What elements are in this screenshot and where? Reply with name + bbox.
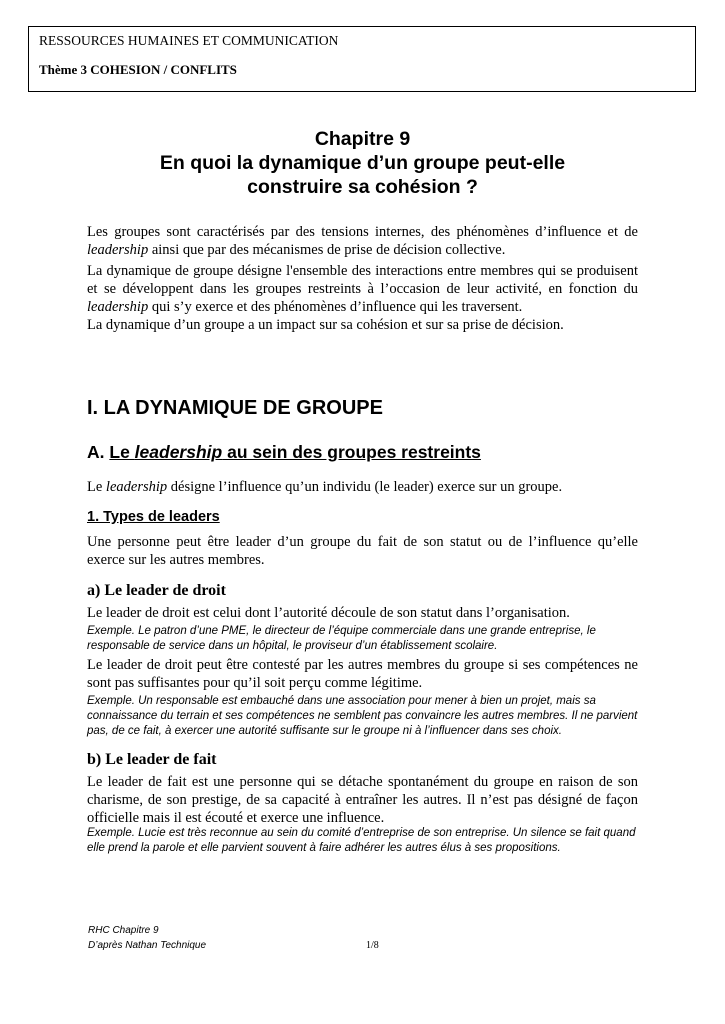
leader-de-droit-heading: a) Le leader de droit [87,582,226,599]
subsection-a-title-emphasis: leadership [134,442,223,462]
intro-p1-text-a: Les groupes sont caractérisés par des tensions internes, des phénomènes d’influence et de [87,224,638,240]
leader-de-fait-text: Le leader de fait est une personne qui se détache spontanément du groupe en raison de son charisme, de son prestige, de sa capacité à entraîner les autres. Il n’est pas désigné de façon officielle mais il est écouté et exerce une influence. [87,774,638,826]
types-of-leaders-heading: 1. Types de leaders [87,509,220,525]
intro-paragraph-3: La dynamique d’un groupe a un impact sur sa cohésion et sur sa prise de décision. [87,317,564,333]
leader-de-droit-text-2: Le leader de droit peut être contesté par les autres membres du groupe si ses compétences ne sont pas suffisantes pour qu’il soit perçu comme légitime. [87,657,638,691]
definition-text-b: désigne l’influence qu’un individu (le leader) exerce sur un groupe. [167,479,563,495]
header-subject: RESSOURCES HUMAINES ET COMMUNICATION [39,33,339,48]
intro-p1-emphasis: leadership [87,242,149,258]
chapter-title-line1: En quoi la dynamique d’un groupe peut-elle [159,152,566,174]
leader-de-droit-example-2: Exemple. Un responsable est embauché dans une association pour mener à bien un projet, mais sa connaissance du terrain et ses compétences ne semblent pas convaincre les autres membres. Il ne parvient pas, de ce fait, à exercer une autorité suffisante sur le groupe ni à l’influencer dans ses choix. [87,695,638,737]
leader-de-droit-text-1: Le leader de droit est celui dont l’autorité découle de son statut dans l’organisation. [87,605,570,621]
document-header-box [28,26,696,92]
subsection-a-heading [87,442,481,463]
subsection-a-prefix: A. [87,442,110,462]
footer-chapter: RHC Chapitre 9 [88,925,159,936]
leadership-definition [87,478,638,496]
leader-de-droit-example-1: Exemple. Le patron d’une PME, le directeur de l’équipe commerciale dans une grande entreprise, le responsable de service dans un hôpital, le proviseur d’un établissement scolaire. [87,625,596,652]
footer-source: D’après Nathan Technique [88,940,207,951]
intro-p2-emphasis: leadership [87,299,149,315]
chapter-title-line2: construire sa cohésion ? [247,176,478,198]
intro-paragraph-1 [87,223,638,259]
subsection-a-title [109,442,481,462]
section-heading: I. LA DYNAMIQUE DE GROUPE [87,397,383,419]
chapter-number: Chapitre 9 [314,128,411,150]
leader-de-fait-heading: b) Le leader de fait [87,751,217,768]
definition-text-a: Le [87,479,106,495]
intro-p2-text-b: qui s’y exerce et des phénomènes d’influence qui les traversent. [148,299,523,315]
subsection-a-title-a: Le [109,442,135,462]
intro-p1-text-b: ainsi que par des mécanismes de prise de décision collective. [148,242,506,258]
definition-emphasis: leadership [105,479,168,495]
subsection-a-title-b: au sein des groupes restreints [222,442,481,462]
page-number: 1/8 [366,940,379,951]
intro-paragraph-2 [87,262,638,316]
leader-de-fait-example: Exemple. Lucie est très reconnue au sein du comité d’entreprise de son entreprise. Un silence se fait quand elle prend la parole et elle parvient souvent à faire adhérer les autres élus à ses propositions. [87,827,636,854]
types-of-leaders-text: Une personne peut être leader d’un groupe du fait de son statut ou de l’influence qu’elle exerce sur les autres membres. [87,534,638,568]
intro-p2-text-a: La dynamique de groupe désigne l'ensemble des interactions entre membres qui se produisent et se développent dans les groupes restreints à l’occasion de leur activité, en fonction du [87,263,638,297]
header-theme: Thème 3 COHESION / CONFLITS [39,62,237,77]
